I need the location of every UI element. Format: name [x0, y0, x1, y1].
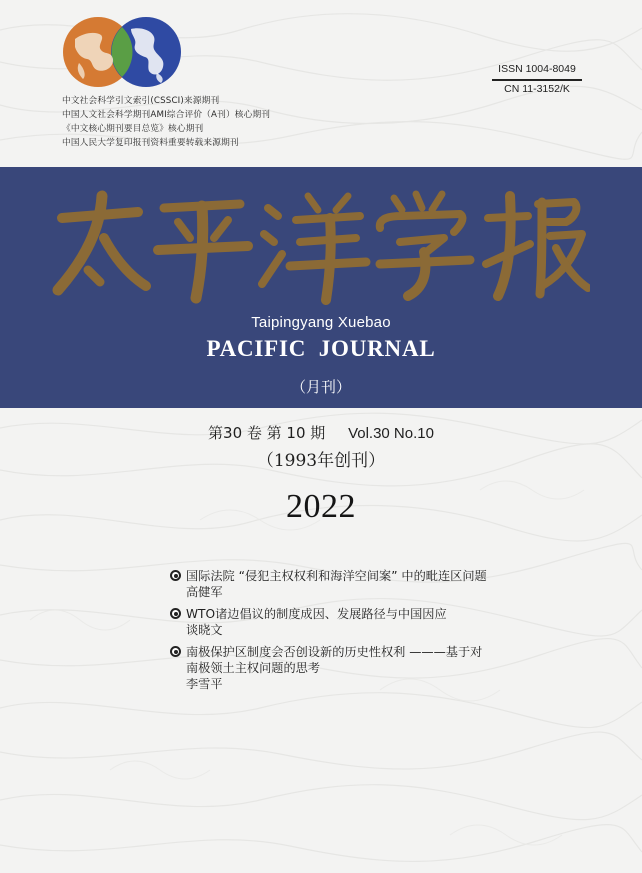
ring-bullet-icon: [170, 608, 181, 619]
volume-issue-line: [0, 424, 642, 443]
publication-frequency: （月刊）: [290, 378, 351, 396]
volume-issue-chinese: 第30 卷 第 10 期: [208, 424, 326, 442]
title-english: PACIFIC JOURNAL: [206, 336, 436, 361]
indexing-listings: [62, 94, 382, 150]
ring-bullet-icon: [170, 570, 181, 581]
index-listing-line: 中国人文社会科学期刊AMI综合评价（A刊）核心期刊: [62, 110, 271, 120]
article-author: 李雪平: [186, 677, 223, 691]
index-listing-line: 中文社会科学引文索引(CSSCI)来源期刊: [62, 96, 220, 106]
index-listing-line: 中国人民大学复印报刊资料重要转载来源期刊: [62, 138, 239, 148]
publication-year: 2022: [286, 488, 356, 525]
volume-issue-english: Vol.30 No.10: [348, 425, 434, 442]
issn-divider: [492, 79, 582, 81]
ring-bullet-icon: [170, 646, 181, 657]
featured-articles: [170, 568, 590, 698]
article-title: 国际法院 “侵犯主权权利和海洋空间案” 中的毗连区问题: [186, 569, 487, 583]
article-author: 谈晓文: [186, 623, 223, 637]
globe-logo-icon: [61, 15, 183, 89]
issn-number: ISSN 1004-8049: [498, 63, 576, 75]
cn-number: CN 11-3152/K: [504, 83, 570, 95]
article-title-continued: 南极领土主权问题的思考: [186, 661, 321, 675]
index-listing-line: 《中文核心期刊要目总览》核心期刊: [62, 124, 204, 134]
article-title: 南极保护区制度会否创设新的历史性权利 ———基于对: [186, 645, 483, 659]
article-item[interactable]: [170, 606, 590, 639]
title-pinyin: Taipingyang Xuebao: [251, 314, 391, 331]
calligraphy-title-art: [42, 188, 590, 306]
article-title: WTO诸边倡议的制度成因、发展路径与中国因应: [186, 607, 447, 621]
article-item[interactable]: [170, 568, 590, 601]
founded-year-note: （1993年创刊）: [256, 451, 386, 471]
article-author: 高健军: [186, 585, 223, 599]
issn-block: [492, 63, 582, 96]
article-item[interactable]: [170, 644, 590, 693]
